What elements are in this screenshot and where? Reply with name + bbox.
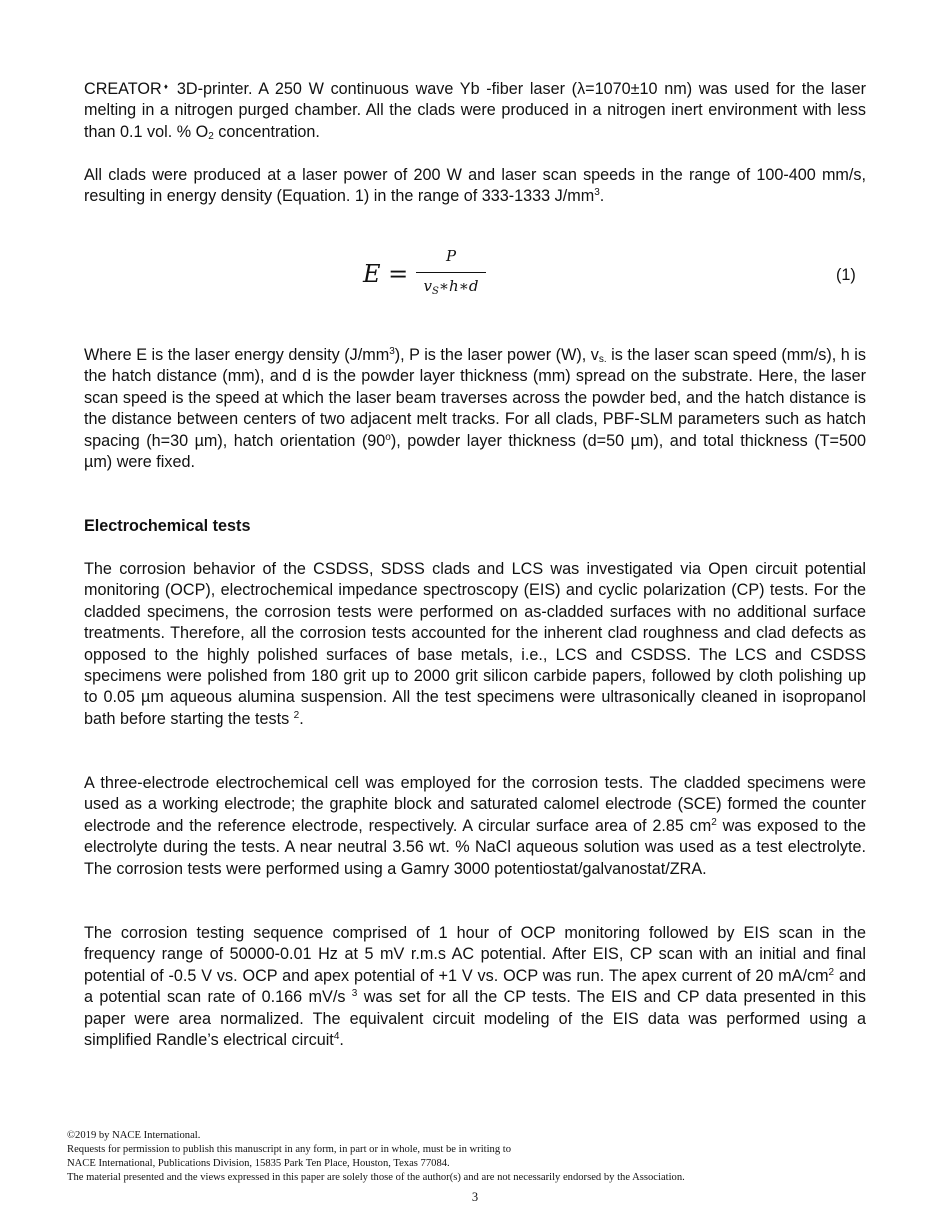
text-run: Where E is the laser energy density (J/mm [84, 346, 390, 364]
text-run: ), powder layer thickness (d=50 µm), and total thickness (T=500 µm) were fixed. [84, 431, 866, 472]
footer-line: ©2019 by NACE International. [67, 1130, 201, 1141]
subscript: s. [598, 354, 607, 365]
superscript: 2 [711, 816, 717, 828]
text-run: . [339, 1031, 344, 1050]
citation-superscript: 2 [293, 709, 300, 721]
footer-line: NACE International, Publications Division, 15835 Park Ten Place, Houston, Texas 77084. [67, 1158, 450, 1169]
text-run: A three-electrode electrochemical cell was employed for the corrosion tests. The cladded specimens were used as a working electrode; the graphite block and saturated calomel electrode (SCE) formed the counter electrode and the reference electrode, respectively. A circular surface area of 2.85 cm [84, 774, 866, 835]
text-run: ), P is the laser power (W), v [394, 346, 599, 364]
text-run: The corrosion behavior of the CSDSS, SDSS clads and LCS was investigated via Open circuit potential monitoring (OCP), electrochemical impedance spectroscopy (EIS) and cyclic polarization (CP) tests. For the cladded specimens, the corrosion tests were performed on as-cladded surfaces with no additional surface treatments. Therefore, all the corrosion tests accounted for the inherent clad roughness and clad defects as opposed to the highly polished surfaces of base metals, i.e., LCS and CSDSS. The LCS and CSDSS specimens were polished from 180 grit up to 2000 grit silicon carbide papers, followed by cloth polishing up to 0.05 µm aqueous alumina suspension. All the test specimens were ultrasonically cleaned in isopropanol bath before starting the tests [84, 560, 866, 728]
superscript: 3 [594, 187, 600, 199]
paragraph-testing-sequence [84, 923, 866, 1051]
fraction-bar [416, 272, 486, 273]
superscript: o [385, 431, 391, 443]
text-run: CREATOR [84, 80, 162, 98]
subscript: 2 [208, 130, 214, 142]
energy-density-equation [360, 244, 500, 314]
den-rest: ∗h∗d [438, 277, 479, 295]
paragraph-variable-definitions [84, 345, 866, 473]
den-subscript: S [431, 286, 439, 297]
text-run: concentration. [213, 122, 320, 141]
paragraph-electrochemical-cell [84, 773, 866, 880]
footer-line: Requests for permission to publish this manuscript in any form, in part or in whole, must be in writing to [67, 1144, 512, 1155]
footer-line: The material presented and the views expressed in this paper are solely those of the author(s) and are not necessarily endorsed by the Association. [67, 1172, 685, 1183]
superscript: 2 [828, 966, 835, 978]
equation-lhs: E = [363, 260, 409, 288]
text-run: and a potential scan rate of 0.166 mV/s [84, 966, 866, 1007]
paragraph-corrosion-behavior [84, 559, 866, 730]
text-run: . [299, 709, 304, 728]
text-run: . [599, 187, 605, 206]
section-heading: Electrochemical tests [84, 517, 251, 535]
citation-superscript: 4 [333, 1031, 340, 1043]
equation-denominator [416, 276, 486, 302]
text-run: 3D-printer. A 250 W continuous wave Yb -fiber laser (λ=1070±10 nm) was used for the laser melting in a nitrogen purged chamber. All the clads were produced in a nitrogen inert environment with less than 0.1 vol. % O [84, 80, 867, 141]
copyright-footer [67, 1129, 887, 1185]
equation-number: (1) [836, 266, 856, 284]
text-run: was exposed to the electrolyte during the tests. A near neutral 3.56 wt. % NaCl aqueous solution was used as a test electrolyte. The corrosion tests were performed using a Gamry 3000 potentiostat/galvanostat/ZRA. [84, 816, 866, 878]
text-run: The corrosion testing sequence comprised of 1 hour of OCP monitoring followed by EIS scan in the frequency range of 50000-0.01 Hz at 5 mV r.m.s AC potential. After EIS, CP scan with an initial and final potential of -0.5 V vs. OCP and apex potential of +1 V vs. OCP was run. The apex current of 20 mA/cm [84, 924, 866, 985]
equation-numerator: P [445, 247, 457, 265]
paragraph-printer-description [84, 79, 866, 143]
page-number: 3 [471, 1190, 479, 1204]
paragraph-laser-power [84, 165, 866, 208]
equation-fraction [416, 244, 486, 302]
text-run: is the laser scan speed (mm/s), h is the hatch distance (mm), and d is the powder layer thickness (mm) spread on the substrate. Here, the laser scan speed is the speed at which the laser beam traverses across the powder bed, and the hatch distance is the distance between centers of two adjacent melt tracks. For all clads, PBF-SLM parameters such as hatch spacing (h=30 µm), hatch orientation (90 [84, 346, 866, 450]
den-v: v [423, 277, 432, 295]
text-run: was set for all the CP tests. The EIS and CP data presented in this paper were area normalized. The equivalent circuit modeling of the EIS data was performed using a simplified Randle’s electrical circuit [84, 988, 867, 1050]
citation-superscript: 3 [351, 988, 358, 1000]
text-run: All clads were produced at a laser power of 200 W and laser scan speeds in the range of 100-400 mm/s, resulting in energy density (Equation. 1) in the range of 333-1333 J/mm [84, 166, 866, 206]
diamond-icon: ♦ [161, 82, 171, 91]
superscript: 3 [389, 346, 395, 357]
